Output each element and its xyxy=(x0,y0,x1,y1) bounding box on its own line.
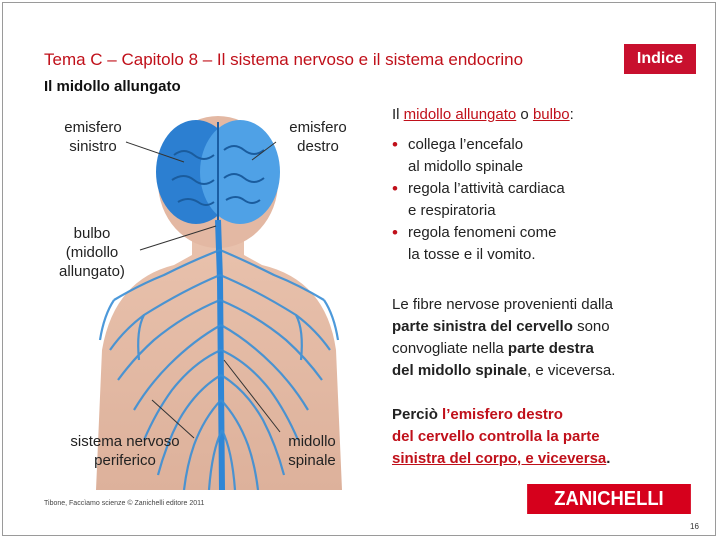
label-line: sinistro xyxy=(69,138,117,155)
red-text: l’emisfero destro xyxy=(442,406,563,423)
bold-right-part: parte destra xyxy=(507,340,594,357)
credit-text: Tibone, Faccìamo scienze © Zanichelli editore 2011 xyxy=(44,500,205,507)
bold-left-brain: parte sinistra del cervello xyxy=(392,318,573,335)
label-spinal-cord xyxy=(272,432,352,470)
bullet-item xyxy=(392,222,565,266)
paragraph-line xyxy=(392,360,615,382)
text-span: convogliate nella xyxy=(392,340,508,357)
label-line: emisfero xyxy=(289,119,347,136)
label-bulb xyxy=(44,224,140,281)
intro-mid: o xyxy=(516,106,533,123)
slide-subtitle: Il midollo allungato xyxy=(44,78,181,95)
label-line: midollo xyxy=(288,433,336,450)
bullet-line: la tosse e il vomito. xyxy=(408,246,536,263)
page-number: 16 xyxy=(690,522,699,531)
red-text: sinistra del corpo, e viceversa xyxy=(392,450,607,467)
bullet-line: e respiratoria xyxy=(408,202,496,219)
bullet-item xyxy=(392,134,565,178)
intro-prefix: Il xyxy=(392,106,404,123)
term-midollo-allungato: midollo allungato xyxy=(403,106,517,123)
function-bullet-list xyxy=(392,134,565,266)
label-line: emisfero xyxy=(64,119,122,136)
text-span: sono xyxy=(572,318,610,335)
bold-spinal-cord: del midollo spinale xyxy=(392,362,528,379)
bullet-line: • collega l’encefalo xyxy=(408,136,524,153)
page-title: Tema C – Capitolo 8 – Il sistema nervoso e il sistema endocrino xyxy=(44,50,524,69)
label-left-hemisphere xyxy=(48,118,138,156)
paragraph-line: Le fibre nervose provenienti dalla xyxy=(392,296,613,313)
label-right-hemisphere xyxy=(276,118,360,156)
bullet-line: • regola l’attività cardiaca xyxy=(408,180,565,197)
brain-right-hemisphere xyxy=(200,120,280,224)
label-peripheral-system xyxy=(50,432,200,470)
label-line: sistema nervoso xyxy=(70,433,180,450)
label-line: periferico xyxy=(94,452,156,469)
paragraph-line xyxy=(392,316,615,338)
intro-line xyxy=(392,104,574,126)
paragraph-line xyxy=(392,404,610,426)
index-button[interactable]: Indice xyxy=(624,44,696,74)
fibers-paragraph xyxy=(392,294,615,382)
label-line: spinale xyxy=(288,452,336,469)
text-span: Perciò xyxy=(392,406,443,423)
zanichelli-logo: ZANICHELLI xyxy=(527,484,691,514)
bullet-line: • regola fenomeni come xyxy=(408,224,557,241)
label-line: allungato) xyxy=(59,263,125,280)
bullet-line: al midollo spinale xyxy=(408,158,524,175)
text-span: , e viceversa. xyxy=(527,362,616,379)
paragraph-line xyxy=(392,338,615,360)
text-span: . xyxy=(606,450,611,467)
bullet-item xyxy=(392,178,565,222)
paragraph-line xyxy=(392,448,610,470)
term-bulbo: bulbo xyxy=(532,106,570,123)
label-line: bulbo xyxy=(73,225,111,242)
nervous-system-figure xyxy=(44,100,374,490)
label-line: (midollo xyxy=(65,244,119,261)
intro-suffix: : xyxy=(569,106,574,123)
paragraph-line: del cervello controlla la parte xyxy=(392,428,600,445)
label-line: destro xyxy=(297,138,339,155)
conclusion-paragraph xyxy=(392,404,610,470)
